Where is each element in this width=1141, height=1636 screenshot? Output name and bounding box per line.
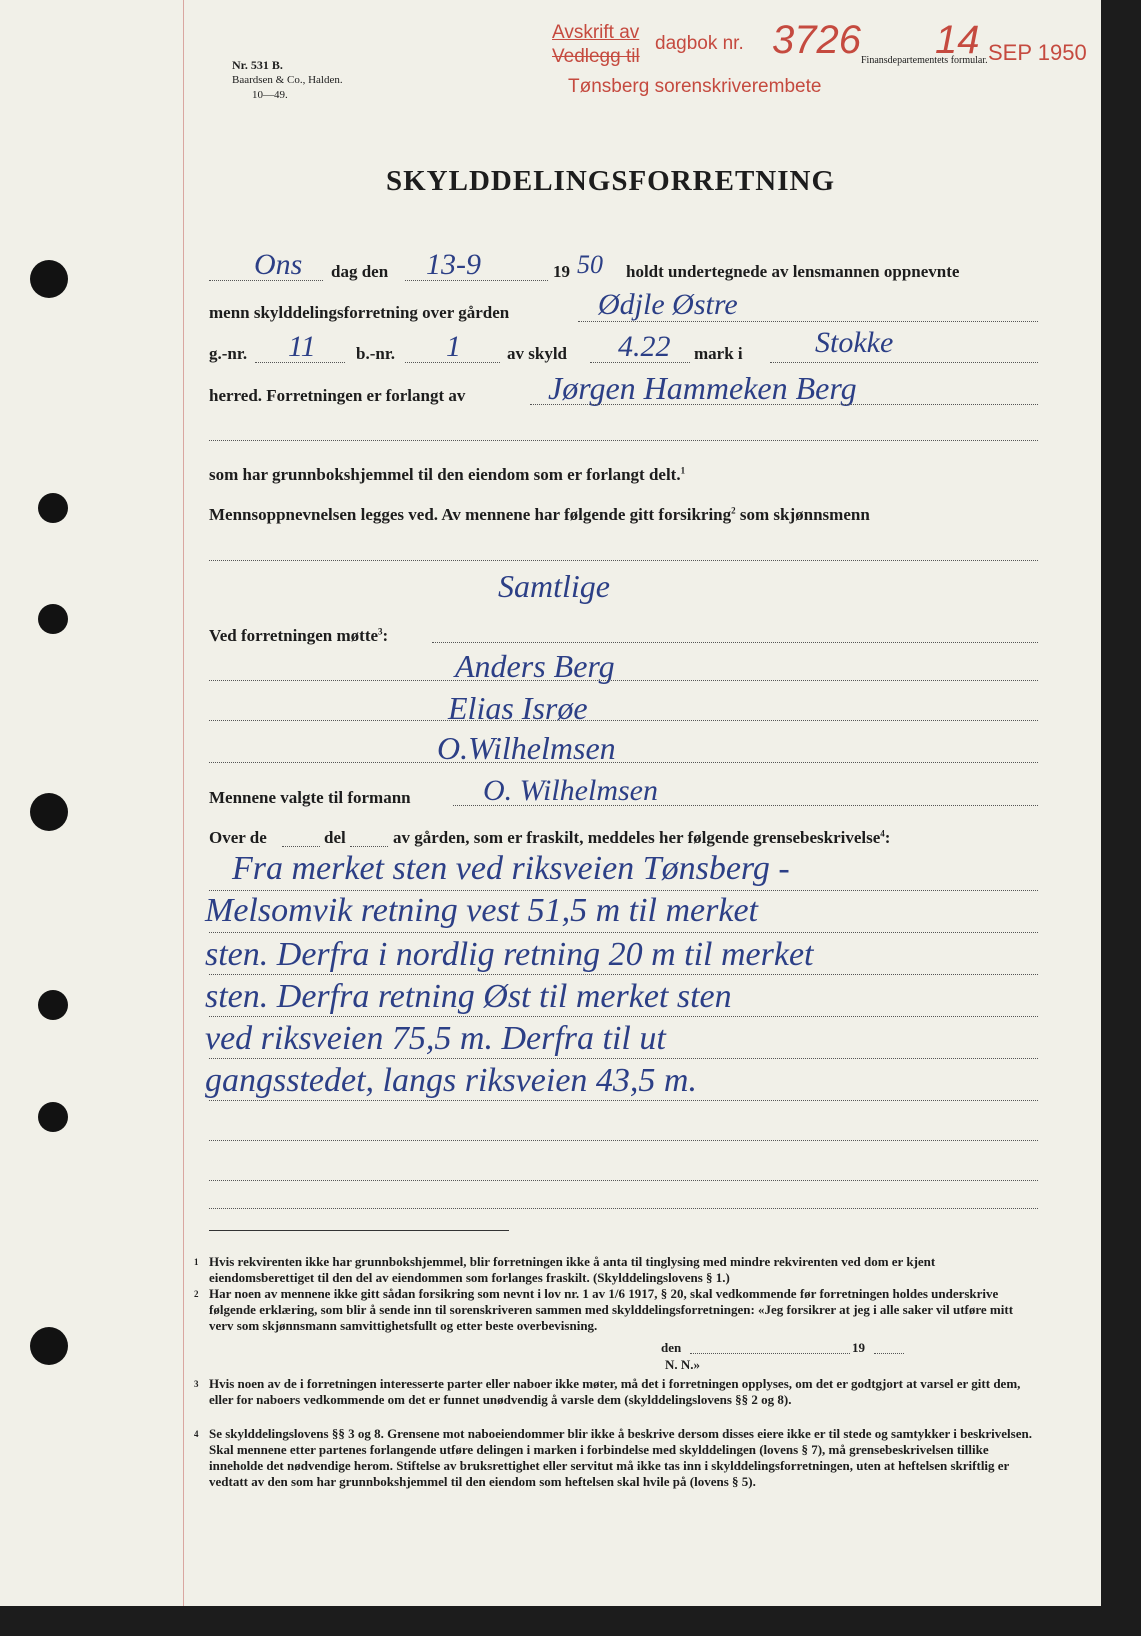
punch-hole-7 (30, 1327, 68, 1365)
label-grense: av gården, som er fraskilt, meddeles her følgende grensebeskrivelse$^4$: (393, 828, 891, 847)
punch-hole-6 (38, 1102, 68, 1132)
label-skyld: av skyld (507, 344, 567, 363)
farm-name: Ødjle Østre (598, 288, 738, 321)
label-del: del (324, 828, 346, 847)
assurance: Samtlige (498, 568, 610, 604)
attendee-3: O.Wilhelmsen (437, 730, 616, 766)
attendee-1: Anders Berg (455, 648, 615, 684)
label-holdt: holdt undertegnede av lensmannen oppnevnte (626, 262, 960, 281)
label-mark: mark i (694, 344, 743, 363)
label-motte: Ved forretningen møtte$^3$: (209, 626, 389, 645)
requested-by: Jørgen Hammeken Berg (548, 370, 857, 406)
sig-19: 19 (852, 1340, 865, 1355)
boundary-line-3: sten. Derfra i nordlig retning 20 m til merket (205, 936, 814, 973)
footnote-3: 3 Hvis noen av de i forretningen interesserte parter eller naboer ikke møter, må det i forretningen opplyses, om det er godtgjort at varsel er gitt dem, eller for naboers vedkommende om det er funnet unødvendig å varsle dem (skylddelingslovens §§ 2 og 8). (194, 1376, 1021, 1407)
label-over: Over de (209, 828, 267, 847)
label-gnr: g.-nr. (209, 344, 248, 363)
document-title: SKYLDDELINGSFORRETNING (386, 165, 836, 197)
stamp-date-day: 14 (935, 18, 980, 62)
footnote-4: 4 Se skylddelingslovens §§ 3 og 8. Grensene mot naboeiendommer blir ikke å beskrive dersom disses eiere ikke er til stede og samtykker i beskrivelsen. Skal mennene etter partenes forlangende utføre delingen i marken i forbindelse med skylddelingen (lovens § 7), må grensebeskrivelsen tillike inneholde det nødvendige herom. Stiftelse av bruksrettighet eller servitut må ikke tas inn i skylddelingsforretningen, uten at heftelsen skriftlig er vedtatt av den som har grunnbokshjemmel til den eiendom som heftelsen skal hvile på (lovens § 5). (194, 1426, 1032, 1489)
stamp-avskrift: Avskrift av (552, 22, 640, 43)
sig-den: den (661, 1340, 682, 1355)
stamp-office: Tønsberg sorenskriverembete (568, 76, 822, 97)
attendee-2: Elias Isrøe (448, 690, 588, 726)
chairman: O. Wilhelmsen (483, 774, 658, 807)
scan-edge-right (1101, 0, 1141, 1636)
punch-hole-4 (30, 793, 68, 831)
printer-nr: Nr. 531 B. (232, 58, 283, 72)
boundary-line-1: Fra merket sten ved riksveien Tønsberg - (232, 850, 790, 887)
boundary-line-6: gangsstedet, langs riksveien 43,5 m. (205, 1062, 697, 1099)
printer-date: 10—49. (252, 89, 288, 101)
label-mennsopp: Mennsoppnevnelsen legges ved. Av mennene har følgende gitt forsikring$^2$ som skjønnsmenn (209, 505, 870, 524)
label-dag-den: dag den (331, 262, 389, 281)
margin-line (183, 0, 184, 1636)
boundary-line-4: sten. Derfra retning Øst til merket sten (205, 978, 732, 1015)
formular-note: Finansdepartementets formular. (861, 55, 988, 66)
punch-hole-2 (38, 493, 68, 523)
year-prefix: 19 (553, 262, 570, 281)
footnote-2: 2 Har noen av mennene ikke gitt sådan forsikring som nevnt i lov nr. 1 av 1/6 1917, § 20, skal vedkommende før forretningen holdes underskrive følgende erklæring, som blir å sende inn til sorenskriveren sammen med skylddelingsforretningen: «Jeg forsikrer at jeg i alle saker vil utføre mitt verv som skjønnsmann samvittighetsfullt og etter beste overbevisning. (194, 1286, 1014, 1333)
printer-name: Baardsen & Co., Halden. (232, 74, 343, 86)
punch-hole-5 (38, 990, 68, 1020)
stamp-vedlegg: Vedlegg til (552, 46, 640, 67)
gnr: 11 (288, 330, 316, 363)
label-bnr: b.-nr. (356, 344, 396, 363)
sig-nn: N. N.» (665, 1357, 701, 1372)
punch-hole-3 (38, 604, 68, 634)
footnote-1: 1 Hvis rekvirenten ikke har grunnbokshjemmel, blir forretningen ikke å anta til tinglysing med mindre rekvirenten ved dom er kjent eiendomsberettiget til den del av eiendommen som forlanges fraskilt. (Skylddelingslovens § 1.) (194, 1254, 936, 1285)
boundary-line-2: Melsomvik retning vest 51,5 m til merket (205, 892, 758, 929)
skyld: 4.22 (618, 330, 671, 363)
bnr: 1 (446, 330, 461, 363)
scan-edge-bottom (0, 1606, 1141, 1636)
punch-hole-1 (30, 260, 68, 298)
label-herred: herred. Forretningen er forlangt av (209, 386, 466, 405)
boundary-line-5: ved riksveien 75,5 m. Derfra til ut (205, 1020, 666, 1057)
municipality: Stokke (815, 326, 894, 359)
label-formann: Mennene valgte til formann (209, 788, 411, 807)
printer-mark (232, 58, 343, 103)
date: 13-9 (426, 248, 481, 281)
day-name: Ons (254, 248, 303, 281)
label-menn: menn skylddelingsforretning over gården (209, 303, 510, 322)
stamp-dagbok: dagbok nr. (655, 33, 744, 54)
stamp-date: SEP 1950 (988, 40, 1087, 65)
footnote-separator (209, 1230, 509, 1231)
dagbok-number: 3726 (772, 18, 861, 62)
label-grunnbok: som har grunnbokshjemmel til den eiendom som er forlangt delt.$^1$ (209, 465, 686, 484)
year-suffix: 50 (577, 250, 603, 279)
